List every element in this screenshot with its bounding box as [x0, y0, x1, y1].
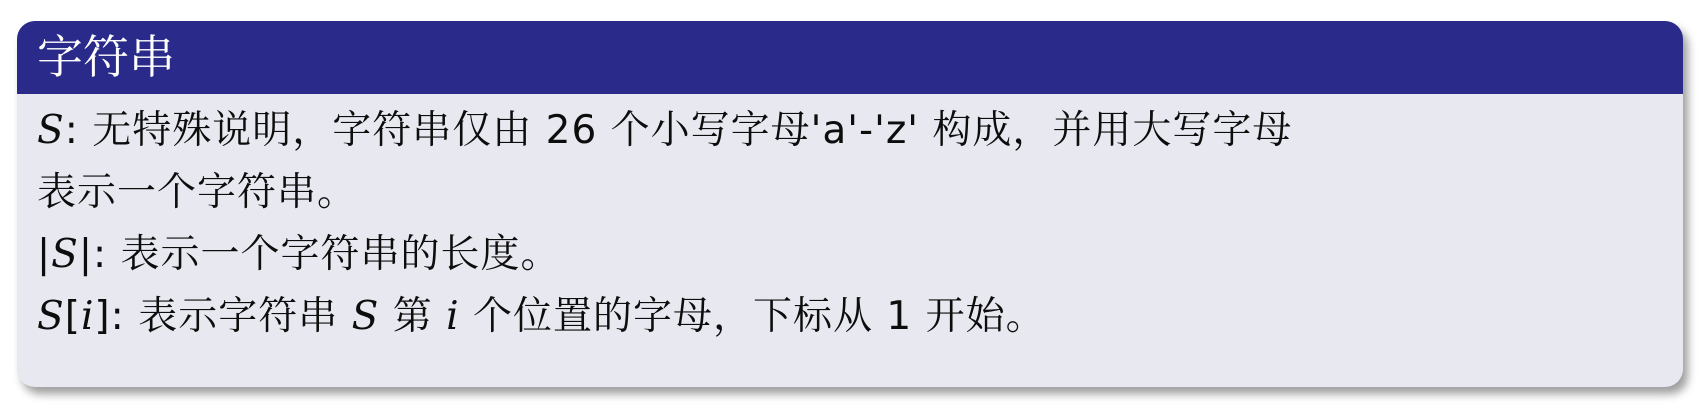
math-symbol-i: i	[446, 294, 460, 339]
math-symbol-S: S	[37, 108, 65, 153]
abs-close: |:	[78, 232, 121, 277]
definition-line-length	[37, 224, 1663, 286]
separator: :	[64, 108, 93, 153]
block-body	[17, 94, 1683, 348]
definition-text: 第	[379, 294, 447, 339]
math-symbol-i: i	[80, 294, 95, 339]
math-symbol-S: S	[37, 294, 65, 339]
math-symbol-S: S	[51, 232, 79, 277]
block-title: 字符串	[17, 21, 1683, 94]
definition-text: 表示一个字符串的长度。	[120, 232, 561, 277]
definition-line-S-cont	[37, 162, 1663, 224]
bracket-close: ]:	[94, 294, 139, 339]
bracket-open: [	[64, 294, 81, 339]
definition-text: 个位置的字母，下标从 1 开始。	[459, 294, 1046, 339]
definition-text: 表示字符串	[138, 294, 352, 339]
definition-block	[17, 21, 1683, 387]
definition-text: 表示一个字符串。	[37, 170, 358, 215]
math-symbol-S: S	[351, 294, 380, 339]
definition-line-S	[37, 100, 1663, 162]
definition-text: 无特殊说明，字符串仅由 26 个小写字母'a'-'z' 构成，并用大写字母	[92, 108, 1293, 153]
abs-open: |	[37, 232, 52, 277]
definition-line-index	[37, 286, 1663, 348]
